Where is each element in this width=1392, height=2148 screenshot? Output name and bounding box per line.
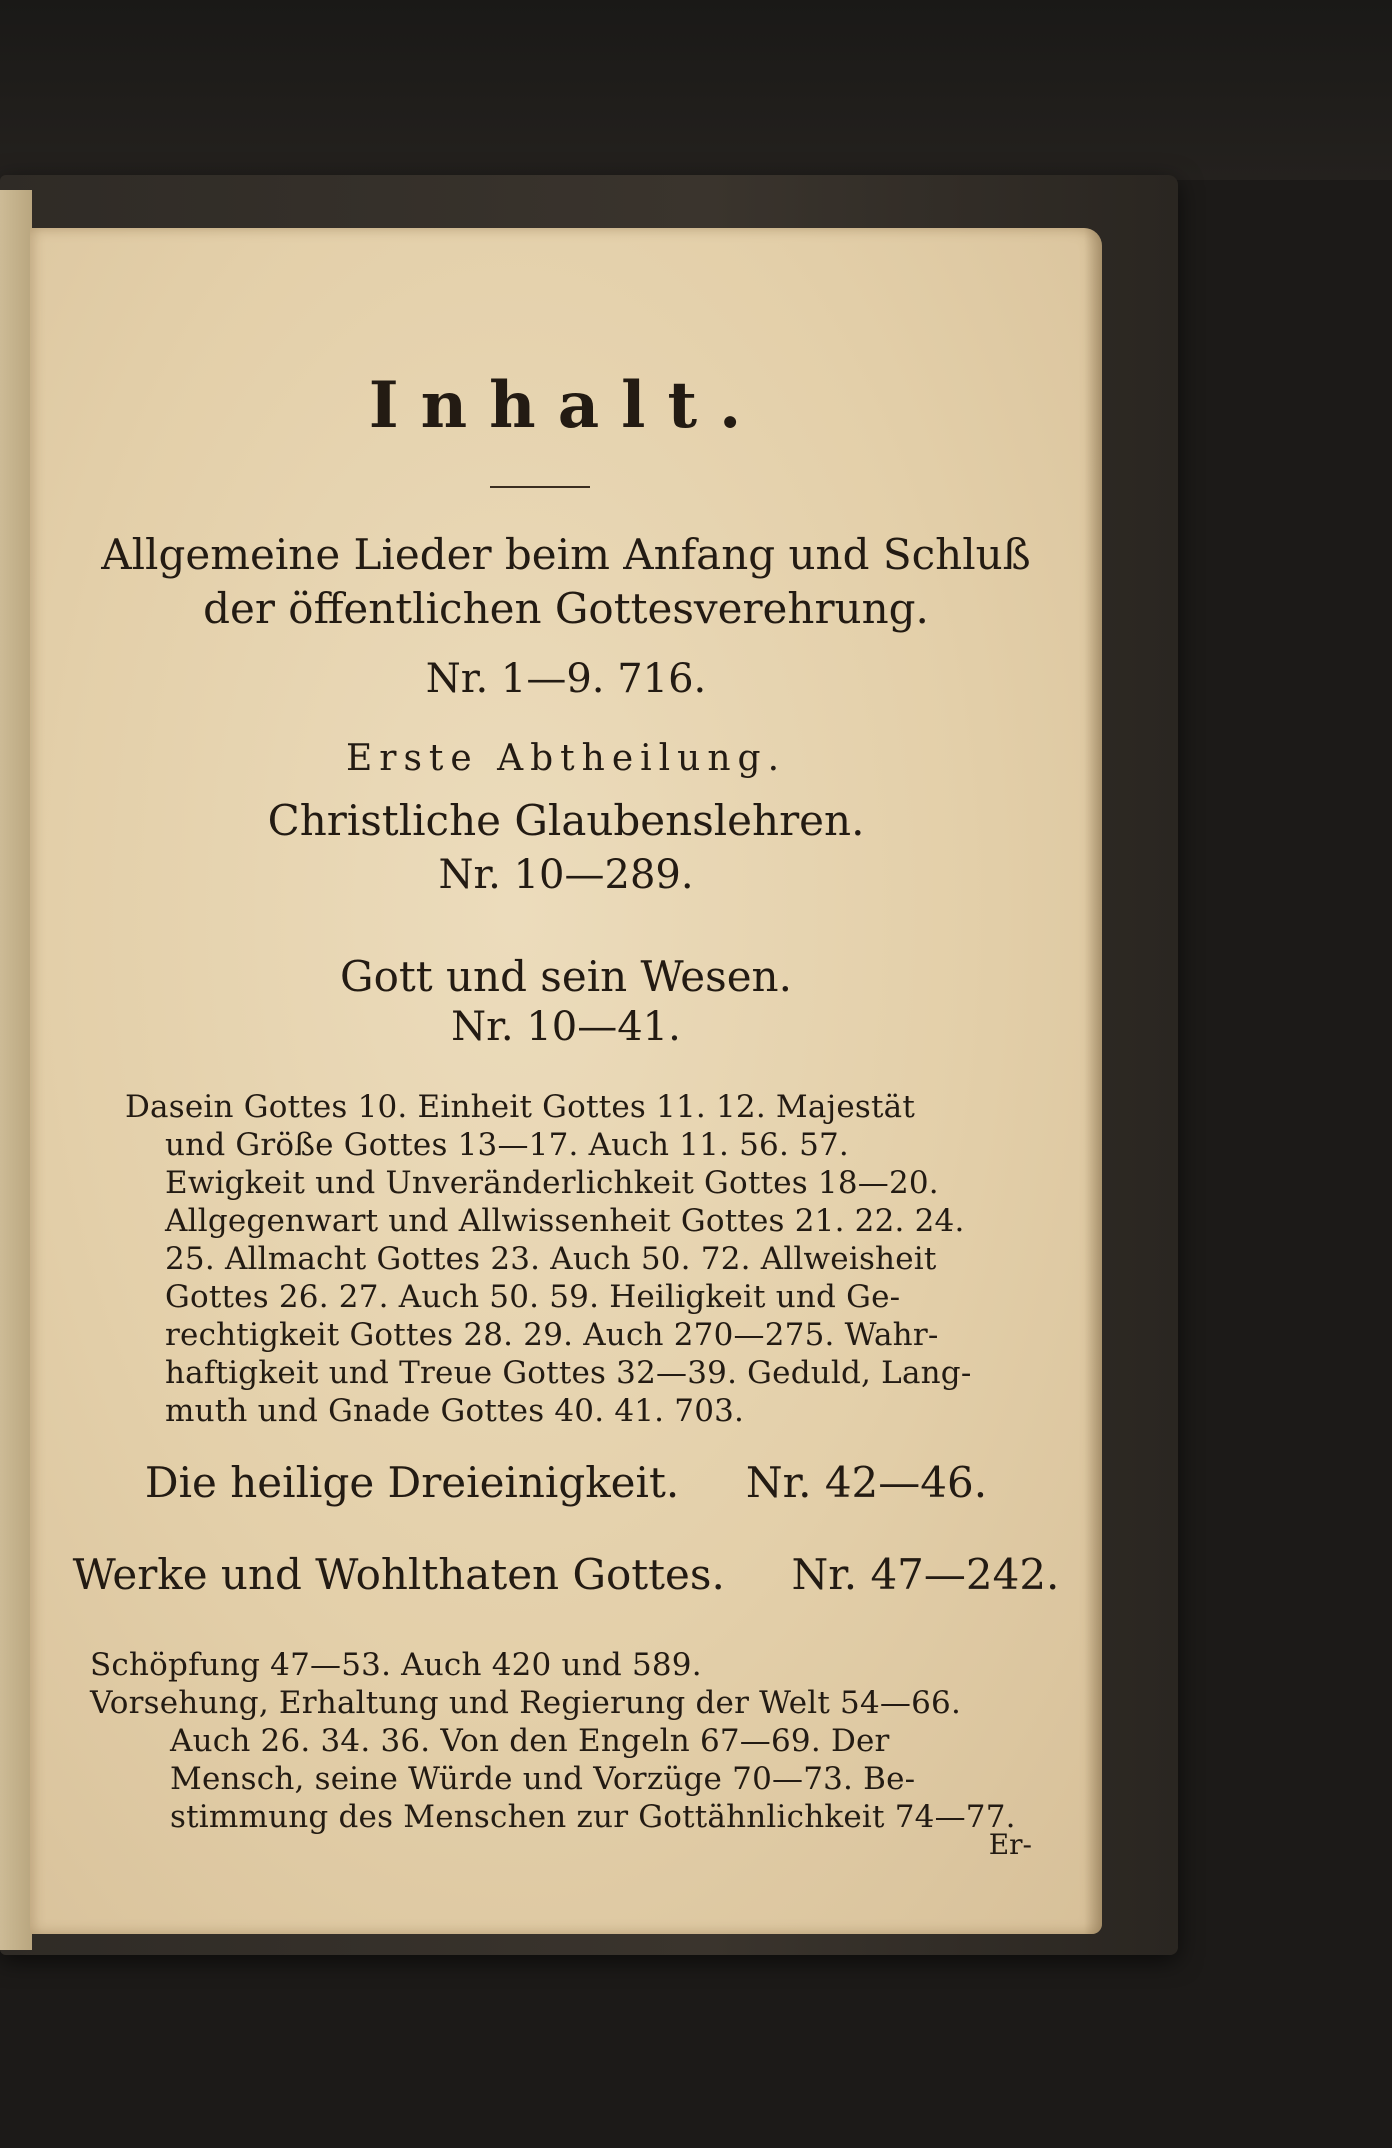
catchword: Er- [988,1828,1032,1861]
text-line: stimmung des Menschen zur Gottähnlichkeit 74—77. [170,1799,1016,1835]
text-line: Ewigkeit und Unveränderlichkeit Gottes 18—20. [165,1165,939,1201]
god-paragraph [125,1088,1005,1430]
page-edge-shadow [1084,228,1102,1934]
text-line: Dasein Gottes 10. Einheit Gottes 11. 12. Majestät [125,1089,916,1125]
title-rule [490,486,590,488]
trinity-line [30,1456,1102,1510]
part-one-heading: Christliche Glaubenslehren. [267,796,865,845]
part-one-numbers: Nr. 10—289. [438,852,694,898]
text-line: rechtigkeit Gottes 28. 29. Auch 270—275. Wahr- [165,1317,939,1353]
text-line: Auch 26. 34. 36. Von den Engeln 67—69. Der [170,1723,890,1759]
text-line: 25. Allmacht Gottes 23. Auch 50. 72. Allweisheit [165,1241,937,1277]
general-heading-line2: der öffentlichen Gottesverehrung. [203,584,929,633]
works-paragraph [90,1646,1020,1836]
works-numbers: Nr. 47—242. [791,1550,1060,1599]
trinity-numbers: Nr. 42—46. [745,1458,988,1507]
general-heading-line1: Allgemeine Lieder beim Anfang und Schluß [101,530,1031,579]
text-line: Gottes 26. 27. Auch 50. 59. Heiligkeit und Ge- [165,1279,901,1315]
previous-page-edge [0,190,32,1950]
text-line: Mensch, seine Würde und Vorzüge 70—73. Be- [170,1761,916,1797]
page-title: Inhalt. [368,368,764,443]
text-line: Schöpfung 47—53. Auch 420 und 589. [90,1647,702,1683]
text-line: muth und Gnade Gottes 40. 41. 703. [165,1393,745,1429]
dark-backdrop [0,0,1392,180]
trinity-heading: Die heilige Dreieinigkeit. [144,1458,680,1507]
book-page [30,228,1102,1934]
general-numbers: Nr. 1—9. 716. [425,656,707,702]
works-heading: Werke und Wohlthaten Gottes. [72,1550,725,1599]
text-line: Vorsehung, Erhaltung und Regierung der Welt 54—66. [90,1685,962,1721]
god-numbers: Nr. 10—41. [451,1004,681,1050]
text-line: Allgegenwart und Allwissenheit Gottes 21. 22. 24. [165,1203,965,1239]
text-line: haftigkeit und Treue Gottes 32—39. Geduld, Lang- [165,1355,972,1391]
text-line: und Größe Gottes 13—17. Auch 11. 56. 57. [165,1127,849,1163]
part-one-label: Erste Abtheilung. [345,738,787,779]
works-line [30,1548,1102,1602]
god-heading: Gott und sein Wesen. [340,952,792,1001]
